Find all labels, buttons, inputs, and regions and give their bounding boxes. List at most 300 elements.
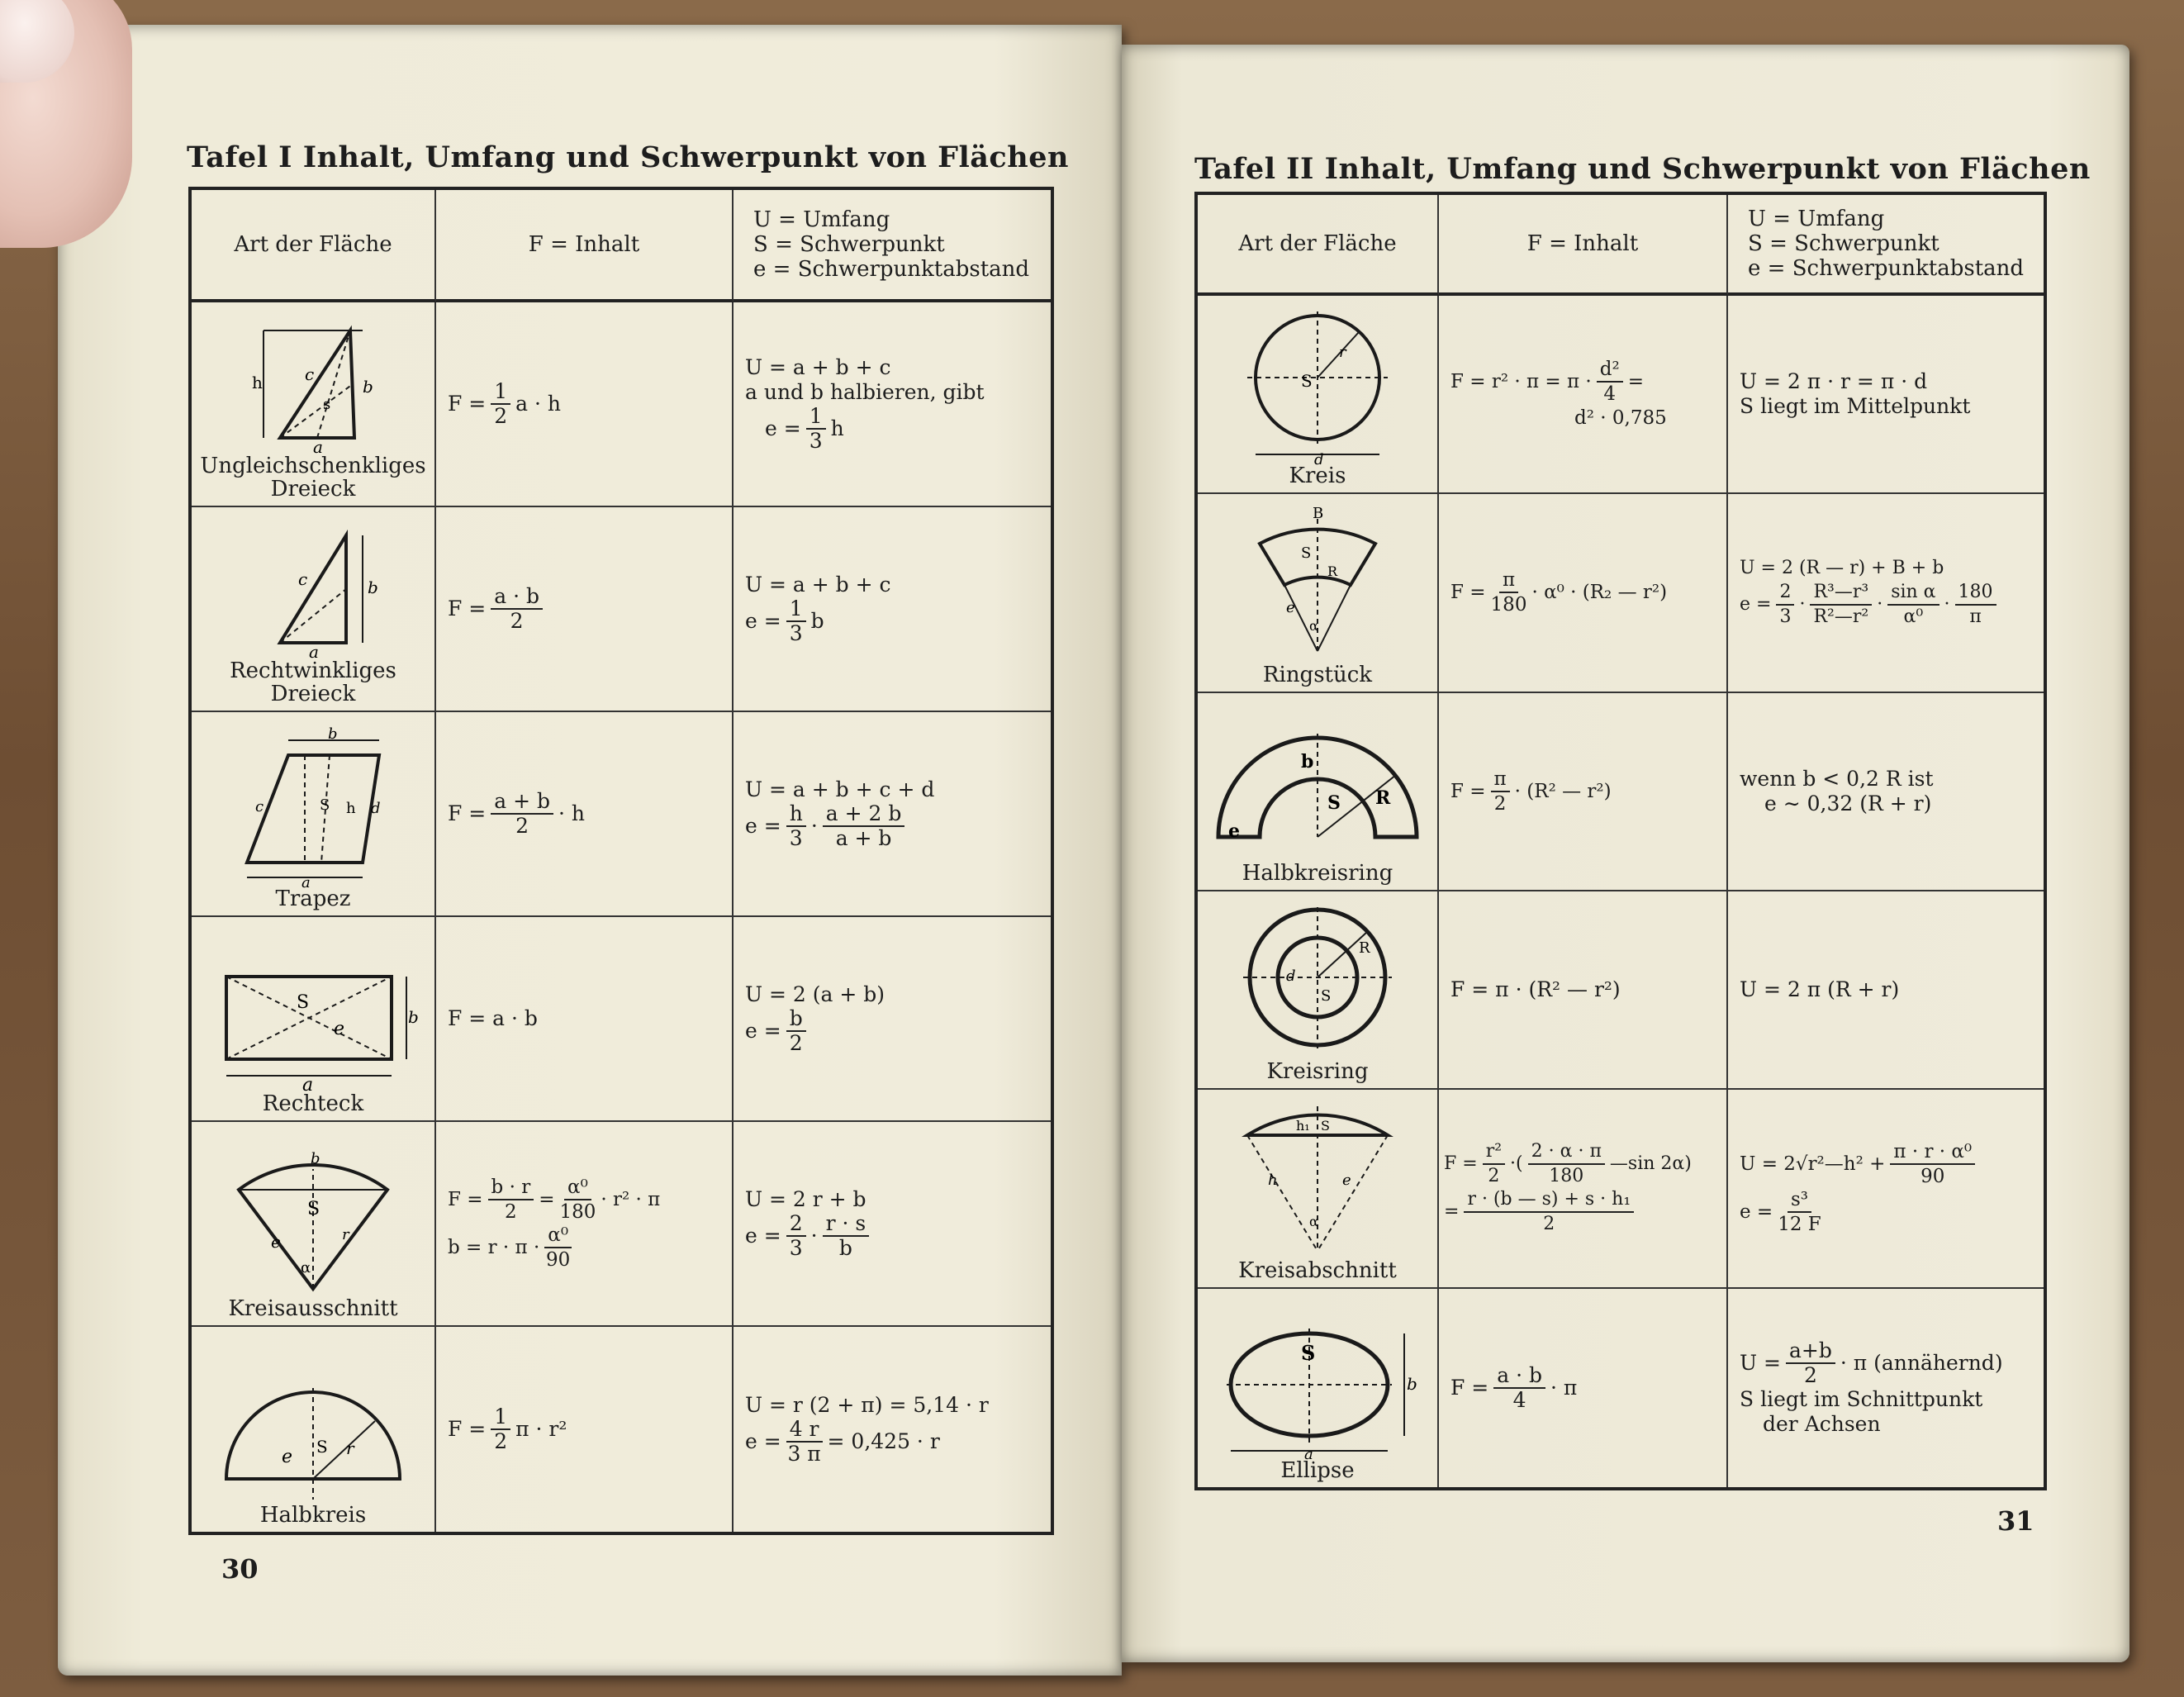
shape-name [1242,862,1393,885]
fraction-numerator: 1 [491,380,510,405]
svg-text:b: b [311,1150,320,1167]
svg-text:R: R [1359,939,1370,958]
formula-line [1740,1188,2032,1236]
formula-line [448,1176,720,1224]
formula-line: e ∼ 0,32 (R + r) [1764,791,1932,815]
fraction-numerator: sin α [1887,581,1939,606]
shape-name-line: Trapez [275,887,351,911]
formula-text: F = r² · π = π · [1450,371,1592,393]
formula-text: e = [745,814,781,838]
formula-text: U = 2√r²—h² + [1740,1153,1886,1176]
properties-formula-cell [1728,494,2044,692]
ring-sector-figure [1235,506,1400,663]
fraction-numerator: d² [1597,358,1623,383]
shape-cell-ringstueck [1198,494,1439,692]
formula-text: h [830,416,844,440]
fraction [491,585,543,633]
shape-name-line: Kreisabschnitt [1238,1257,1397,1283]
formula-text: F = [448,597,487,620]
formula-text: · π (annähernd) [1840,1350,2003,1375]
fraction-denominator: 2 [1493,792,1507,815]
svg-text:α: α [1309,617,1318,634]
fraction-denominator: 2 [505,1201,517,1223]
fraction [491,380,510,428]
formula-line [1450,358,1715,406]
properties-formula-cell [1728,891,2044,1090]
fraction-denominator: 180 [559,1201,596,1223]
properties-formula-cell [1728,693,2044,891]
fraction-numerator: α⁰ [564,1176,591,1200]
formula-line [745,802,1039,850]
circular-sector-figure [218,1148,408,1297]
formula-line: S liegt im Mittelpunkt [1740,394,1971,419]
svg-text:h: h [1268,1171,1278,1189]
shape-name-line: Rechtwinkliges [230,658,396,683]
right-page-number: 31 [1997,1505,2034,1537]
formula-line: wenn b < 0,2 R ist [1740,766,1934,791]
fraction [1786,1339,1835,1387]
properties-formula-cell [734,1122,1051,1327]
fraction-numerator: s³ [1788,1188,1811,1213]
svg-text:S: S [1301,544,1312,562]
formula-text: = 0,425 · r [827,1429,940,1453]
svg-text:s: s [323,396,331,413]
fraction [823,802,905,850]
fraction-numerator: π [1491,768,1510,792]
formula-text: · [1799,594,1806,616]
thumbnail-nail [0,0,74,83]
formula-line: U = r (2 + π) = 5,14 · r [745,1393,989,1417]
shape-name-line: Kreis [1289,463,1346,489]
formula-line: a und b halbieren, gibt [745,380,985,404]
formula-line [448,1405,720,1453]
fraction-denominator: 3 [789,1236,803,1260]
fraction-numerator: r² [1483,1140,1505,1165]
svg-text:b: b [408,1007,419,1027]
formula-text: F = [448,392,487,416]
svg-text:e: e [1286,598,1295,616]
svg-text:R: R [1327,563,1338,579]
shape-cell-halbkreisring [1198,693,1439,891]
left-page [58,25,1122,1676]
circular-segment-figure [1235,1102,1400,1259]
svg-text:e: e [1342,1171,1351,1189]
fraction-numerator: 2 · α · π [1528,1140,1605,1165]
fraction-denominator: 2 [789,1031,803,1055]
formula-text: F = [1444,1153,1478,1175]
fraction-denominator: 90 [1920,1166,1945,1188]
shape-name [1280,1459,1354,1482]
fraction-denominator: 2 [510,609,524,633]
formula-text: a · h [515,392,562,416]
svg-text:c: c [298,569,308,589]
fraction [491,790,553,838]
shape-name-line: Dreieck [270,477,356,501]
shape-name [1266,1060,1368,1083]
shape-name-line: Ringstück [1262,662,1373,687]
shape-cell-kreis [1198,296,1439,494]
formula-text: · r² · π [601,1189,661,1210]
formula-text: e = [1740,594,1772,616]
shape-name [1263,663,1372,687]
fraction [1483,1140,1505,1188]
fraction [823,1212,870,1260]
svg-text:a: a [309,642,319,662]
properties-formula-cell [734,302,1051,507]
fraction-denominator: 180 [1490,594,1527,616]
fraction [786,1007,806,1055]
formula-text: · h [558,801,585,825]
shape-name [1289,464,1346,487]
formula-text: F = [448,1417,487,1441]
formula-line [448,585,720,633]
svg-text:r: r [346,1438,354,1458]
shape-name-line: Halbkreisring [1242,860,1393,886]
svg-text:S: S [1327,791,1341,814]
formula-line [745,1212,1039,1260]
fraction-numerator: 2 [1776,581,1794,606]
fraction-denominator: 2 [515,814,529,838]
scalene-triangle-figure [230,314,396,457]
right-formula-table [1194,192,2047,1490]
area-formula-cell [436,917,734,1122]
shape-name-line: Ungleichschenkliges [200,454,426,478]
formula-line: U = a + b + c [745,573,891,597]
svg-text:R: R [1375,787,1391,809]
svg-text:c: c [255,798,264,815]
properties-formula-cell [734,917,1051,1122]
fraction-denominator: b [838,1236,852,1260]
formula-line [745,597,1039,645]
fraction-numerator: π [1499,568,1518,593]
svg-text:e: e [1228,820,1240,842]
svg-text:S: S [297,992,310,1013]
svg-text:α: α [1309,1213,1318,1229]
formula-line: S liegt im Schnittpunkt [1740,1386,1983,1411]
fraction-numerator: b · r [488,1176,534,1200]
area-formula-cell [436,712,734,917]
fraction-denominator: 180 [1549,1166,1584,1187]
formula-text: · [810,814,818,838]
properties-formula-cell [734,1327,1051,1532]
annulus-figure [1235,903,1400,1060]
shape-name-line: Kreisausschnitt [228,1296,398,1321]
semicircular-ring-figure [1210,713,1425,862]
formula-line: F = a · b [448,1006,538,1030]
shape-name-line: Dreieck [270,682,356,706]
fraction-denominator: R²—r² [1813,606,1869,628]
properties-formula-cell [734,712,1051,917]
svg-text:c: c [305,364,315,384]
header-shape-type: Art der Fläche [192,190,436,302]
header-line: S = Schwerpunkt [1748,231,1939,256]
left-page-title: Tafel I Inhalt, Umfang und Schwerpunkt von Flächen [187,140,1069,174]
header-line: U = Umfang [1748,207,1885,231]
formula-text: e = [745,1019,781,1043]
fraction [1528,1140,1605,1188]
formula-text: = [539,1189,555,1210]
formula-line: U = 2 (a + b) [745,982,885,1006]
fraction [1887,581,1939,629]
fraction [1955,581,1996,629]
formula-text: F = [1450,780,1486,802]
fraction-denominator: 3 [789,621,803,645]
fraction-numerator: a · b [491,585,543,610]
svg-text:S: S [1301,1340,1316,1365]
fraction [806,405,826,453]
fraction [488,1176,534,1224]
fraction [1776,581,1794,629]
fraction-denominator: 90 [546,1249,571,1271]
fraction-denominator: 2 [1543,1214,1555,1235]
svg-text:e: e [271,1232,281,1252]
fraction-denominator: 2 [494,1429,508,1453]
fraction-numerator: a + 2 b [823,802,905,827]
formula-text: —sin 2α) [1609,1153,1692,1175]
svg-text:e: e [334,1019,345,1039]
fraction-denominator: 3 [789,826,803,850]
semicircle-figure [214,1371,412,1504]
area-formula-cell [1439,1289,1728,1487]
formula-line: U = a + b + c + d [745,777,935,801]
formula-line [448,790,720,838]
formula-line [448,380,720,428]
shape-cell-trapez [192,712,436,917]
fraction [1491,568,1527,616]
fraction [1464,1188,1634,1236]
svg-text:b: b [328,725,338,743]
shape-cell-kreisring [1198,891,1439,1090]
svg-text:h: h [252,373,263,392]
formula-text: b [810,609,824,633]
trapezoid-figure [222,725,404,891]
fraction-numerator: r · s [823,1212,870,1237]
fraction-numerator: a + b [491,790,553,815]
fraction-numerator: π · r · α⁰ [1890,1140,1975,1165]
right-triangle-figure [230,519,396,662]
svg-text:a: a [302,1075,314,1096]
formula-line: U = 2 (R — r) + B + b [1740,558,1944,579]
svg-text:b: b [1301,750,1314,772]
shape-cell-kreisabschnitt [1198,1090,1439,1288]
fraction-denominator: 4 [1512,1387,1526,1412]
formula-text: e = [745,1429,781,1453]
properties-formula-cell [1728,1289,2044,1487]
formula-text: π · r² [515,1417,567,1441]
svg-text:e: e [282,1447,293,1467]
svg-text:d: d [1314,451,1324,469]
header-line: U = Umfang [753,207,890,232]
formula-line [745,1418,1039,1466]
header-area: F = Inhalt [436,190,734,302]
header-line: S = Schwerpunkt [753,232,945,257]
formula-line [1444,1140,1721,1188]
left-formula-table [188,187,1054,1535]
svg-text:r: r [342,1226,349,1243]
formula-text: · [1944,594,1950,616]
formula-text: F = [1450,582,1486,604]
svg-text:a: a [301,874,311,891]
fraction-numerator: 1 [786,597,806,622]
formula-line: U = 2 r + b [745,1187,866,1211]
svg-text:b: b [368,578,378,597]
formula-text: · [810,1224,818,1248]
fraction-numerator: 1 [806,405,826,430]
ellipse-figure [1218,1319,1417,1463]
formula-line [448,1224,720,1272]
formula-line [745,1007,1039,1055]
formula-line [1740,1140,2032,1188]
fraction-numerator: a · b [1493,1364,1545,1389]
shape-cell-ellipse [1198,1289,1439,1487]
shape-name [260,1504,366,1527]
formula-text: F = [1450,1375,1489,1400]
formula-text: · α⁰ · (R₂ — r²) [1531,582,1668,604]
formula-text: e = [1740,1201,1773,1224]
fraction-numerator: b [786,1007,806,1032]
thumb [0,0,132,248]
svg-text:b: b [1407,1373,1417,1394]
formula-line: U = 2 π · r = π · d [1740,369,1928,394]
svg-text:S: S [320,796,330,814]
fraction-denominator: α⁰ [1903,606,1924,628]
fraction-numerator: a+b [1786,1339,1835,1364]
fraction-denominator: 2 [1803,1362,1817,1387]
fraction-numerator: R³—r³ [1810,581,1872,606]
area-formula-cell [1439,891,1728,1090]
header-line: e = Schwerpunktabstand [1748,256,2025,281]
fraction [786,597,806,645]
shape-name-line: Ellipse [1280,1457,1355,1483]
formula-line: U = a + b + c [745,355,891,379]
svg-text:r: r [1339,344,1346,362]
fraction [1491,768,1510,815]
shape-name [228,1297,397,1320]
fraction-numerator: 1 [491,1405,510,1430]
formula-text: F = [448,801,487,825]
fraction [1597,358,1623,406]
svg-text:S: S [1301,371,1313,392]
formula-line: F = π · (R² — r²) [1450,977,1621,1002]
fraction [786,1418,823,1466]
area-formula-cell [436,302,734,507]
svg-text:a: a [1304,1445,1313,1463]
svg-text:b: b [363,377,373,397]
formula-text: e = [765,416,801,440]
header-line: e = Schwerpunktabstand [753,257,1030,282]
formula-line: der Achsen [1763,1411,1881,1436]
svg-text:B: B [1313,504,1324,522]
header-shape-type: Art der Fläche [1198,195,1439,296]
svg-text:S: S [316,1437,328,1457]
shape-name-line: Halbkreis [259,1503,367,1528]
fraction-denominator: a + b [835,826,892,850]
formula-text: b = r · π · [448,1237,540,1258]
fraction-numerator: 4 r [786,1418,823,1443]
shape-cell-halbkreis [192,1327,436,1532]
svg-text:d: d [371,800,381,817]
svg-text:d: d [1286,967,1296,986]
formula-line [1444,1188,1721,1236]
fraction-denominator: π [1969,606,1982,628]
fraction-numerator: h [786,802,806,827]
fraction [1778,1188,1821,1236]
properties-formula-cell [1728,296,2044,494]
formula-line [1450,768,1715,815]
right-page [1122,45,2129,1662]
shape-name-line: Rechteck [262,1091,364,1116]
circle-figure [1235,307,1400,469]
shape-cell-rechtwinkliges-dreieck [192,507,436,712]
formula-line [1740,581,2032,629]
fraction [1890,1140,1975,1188]
area-formula-cell [1439,296,1728,494]
formula-line [1740,1339,2032,1387]
fraction [1493,1364,1545,1412]
area-formula-cell [1439,494,1728,692]
formula-text: · (R² — r²) [1514,780,1612,802]
fraction-denominator: 3 π [787,1442,821,1466]
formula-line [1450,568,1715,616]
formula-line: U = 2 π (R + r) [1740,977,1900,1002]
left-page-number: 30 [221,1553,259,1585]
fraction [544,1224,572,1272]
fraction-denominator: 3 [1779,606,1792,628]
fraction-denominator: 4 [1603,383,1617,406]
fraction-denominator: 2 [1488,1166,1500,1187]
area-formula-cell [436,1122,734,1327]
header-properties [1728,195,2044,296]
fraction-numerator: 180 [1955,581,1996,606]
header-area: F = Inhalt [1439,195,1728,296]
shape-cell-kreisausschnitt [192,1122,436,1327]
fraction-denominator: 12 F [1778,1214,1821,1236]
formula-text: e = [745,1224,781,1248]
fraction-numerator: r · (b — s) + s · h₁ [1464,1188,1634,1213]
fraction-numerator: α⁰ [544,1224,572,1248]
formula-text: F = [448,1189,483,1210]
fraction [491,1405,510,1453]
svg-text:h: h [346,800,356,817]
shape-name [276,887,351,910]
right-page-title: Tafel II Inhalt, Umfang und Schwerpunkt von Flächen [1194,152,2091,186]
fraction [786,1212,806,1260]
rectangle-figure [210,960,419,1096]
shape-cell-rechteck [192,917,436,1122]
formula-line [745,405,1039,453]
shape-name [230,659,396,706]
area-formula-cell [1439,693,1728,891]
shape-cell-ungleichschenkliges-dreieck [192,302,436,507]
svg-text:S: S [307,1199,320,1219]
shape-name [263,1092,363,1115]
fraction [786,802,806,850]
svg-text:α: α [301,1259,311,1276]
area-formula-cell [436,507,734,712]
fraction [559,1176,596,1224]
shape-name-line: Kreisring [1266,1059,1369,1085]
header-properties [734,190,1051,302]
properties-formula-cell [734,507,1051,712]
area-formula-cell [436,1327,734,1532]
area-formula-cell [1439,1090,1728,1288]
formula-text: = [1627,371,1644,393]
formula-text: · π [1550,1375,1578,1400]
formula-text: · [1877,594,1883,616]
formula-text: ·( [1510,1153,1523,1175]
fraction-denominator: 3 [809,429,823,453]
shape-name [1238,1259,1397,1282]
